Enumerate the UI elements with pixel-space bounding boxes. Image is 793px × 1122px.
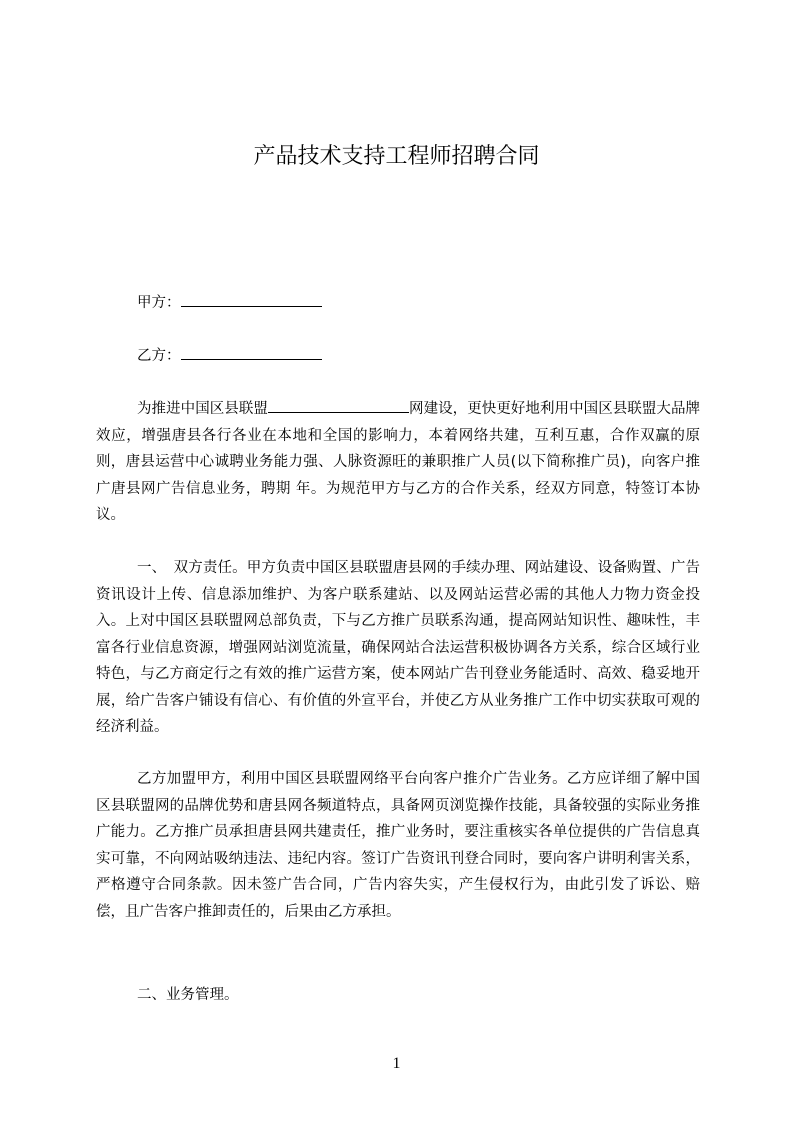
intro-blank <box>268 398 409 413</box>
party-b-label: 乙方： <box>137 348 181 364</box>
party-a-blank <box>181 292 322 307</box>
document-title: 产品技术支持工程师招聘合同 <box>253 144 540 169</box>
party-a-line <box>137 292 322 313</box>
intro-text-start: 为推进中国区县联盟 <box>137 401 268 417</box>
party-a-label: 甲方： <box>137 295 181 311</box>
paragraph-section-1: 一、 双方责任。甲方负责中国区县联盟唐县网的手续办理、网站建设、设备购置、广告资讯设计上传、信息添加维护、为客户联系建站、以及网站运营必需的其他人力物力资金投入。上对中国区县联盟网总部负责，下与乙方推广员联系沟通，提高网站知识性、趣味性，丰富各行业信息资源，增强网站浏览流量，确保网站合法运营积极协调各方关系，综合区域行业特色，与乙方商定行之有效的推广运营方案，使本网站广告刊登业务能适时、高效、稳妥地开展，给广告客户铺设有信心、有价值的外宣平台，并使乙方从业务推广工作中切实获取可观的经济利益。 <box>96 560 700 735</box>
section-2-heading: 二、业务管理。 <box>137 987 239 1003</box>
party-b-line <box>137 345 322 366</box>
paragraph-intro <box>96 396 700 529</box>
page-number: 1 <box>392 1055 401 1072</box>
paragraph-party-b-duties: 乙方加盟甲方，利用中国区县联盟网络平台向客户推介广告业务。乙方应详细了解中国区县联盟网的品牌优势和唐县网各频道特点，具备网页浏览操作技能，具备较强的实际业务推广能力。乙方推广员承担唐县网共建责任，推广业务时，要注重核实各单位提供的广告信息真实可靠，不向网站吸纳违法、违纪内容。签订广告资讯刊登合同时，要向客户讲明利害关系，严格遵守合同条款。因未签广告合同，广告内容失实，产生侵权行为，由此引发了诉讼、赔偿，且广告客户推卸责任的，后果由乙方承担。 <box>96 771 700 920</box>
party-b-blank <box>181 345 322 360</box>
intro-text-end: 网建设，更快更好地利用中国区县联盟大品牌效应，增强唐县各行各业在本地和全国的影响力，本着网络共建，互利互惠，合作双赢的原则，唐县运营中心诚聘业务能力强、人脉资源旺的兼职推广人员(以下简称推广员)，向客户推广唐县网广告信息业务，聘期 年。为规范甲方与乙方的合作关系，经双方同意，特签订本协议。 <box>96 401 701 523</box>
